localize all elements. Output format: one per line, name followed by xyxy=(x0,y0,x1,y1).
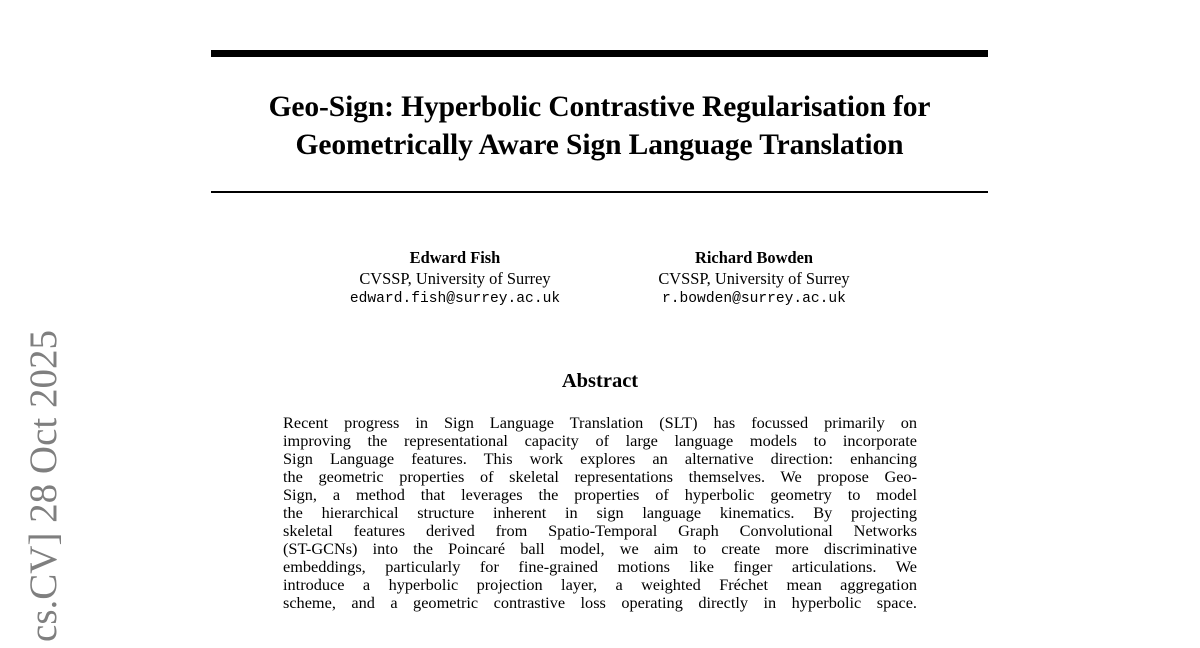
title-top-rule xyxy=(211,50,988,57)
author-name: Edward Fish xyxy=(409,248,501,267)
abstract-line: the geometric properties of skeletal representations themselves. We propose Geo- xyxy=(283,467,917,486)
author-email: r.bowden@surrey.ac.uk xyxy=(662,291,846,307)
author-email: edward.fish@surrey.ac.uk xyxy=(349,291,561,307)
author-block xyxy=(305,248,605,310)
abstract-line: improving the representational capacity of large language models to incorporate xyxy=(283,431,917,450)
arxiv-stamp-label: cs.CV] 28 Oct 2025 xyxy=(22,330,65,642)
paper-title xyxy=(211,88,988,164)
author-name: Richard Bowden xyxy=(695,248,813,267)
abstract-line: skeletal features derived from Spatio-Temporal Graph Convolutional Networks xyxy=(283,521,917,540)
title-bottom-rule xyxy=(211,191,988,193)
abstract-line: Sign, a method that leverages the properties of hyperbolic geometry to model xyxy=(283,485,917,504)
title-line-2: Geometrically Aware Sign Language Translation xyxy=(295,129,904,161)
abstract-line: (ST-GCNs) into the Poincaré ball model, we aim to create more discriminative xyxy=(283,539,917,558)
abstract-line: Sign Language features. This work explores an alternative direction: enhancing xyxy=(283,449,917,468)
arxiv-stamp-text xyxy=(22,330,66,648)
author-affiliation: CVSSP, University of Surrey xyxy=(359,268,551,288)
title-line-1: Geo-Sign: Hyperbolic Contrastive Regularisation for xyxy=(268,91,931,123)
arxiv-side-stamp xyxy=(22,330,66,648)
abstract-line: scheme, and a geometric contrastive loss operating directly in hyperbolic space. xyxy=(283,593,917,612)
abstract-line: Recent progress in Sign Language Translation (SLT) has focussed primarily on xyxy=(283,413,917,432)
abstract-line: introduce a hyperbolic projection layer, a weighted Fréchet mean aggregation xyxy=(283,575,917,594)
author-affiliation: CVSSP, University of Surrey xyxy=(658,268,850,288)
abstract-body xyxy=(283,414,917,612)
abstract-heading: Abstract xyxy=(561,370,639,392)
abstract-line: embeddings, particularly for fine-grained motions like finger articulations. We xyxy=(283,557,917,576)
abstract-line: the hierarchical structure inherent in sign language kinematics. By projecting xyxy=(283,503,917,522)
author-block xyxy=(604,248,904,310)
